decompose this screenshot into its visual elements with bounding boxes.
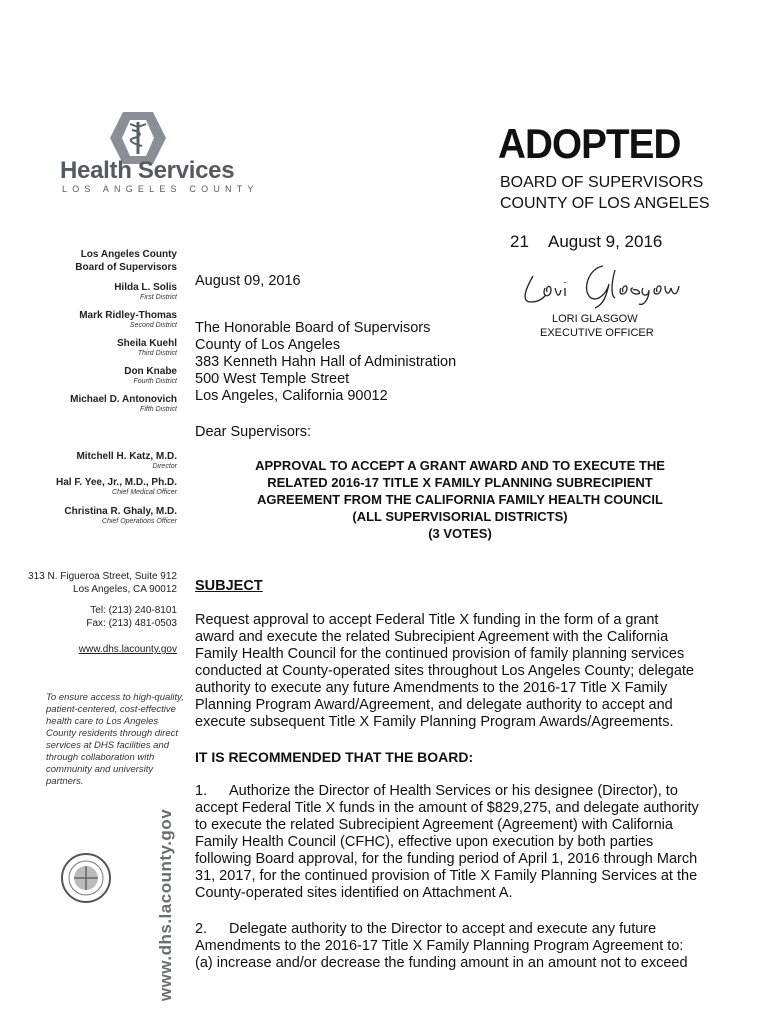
item1-number: 1. <box>195 783 208 799</box>
officer-title: Chief Medical Officer <box>112 489 177 496</box>
address-line: County of Los Angeles <box>195 337 341 353</box>
vertical-website-label: www.dhs.lacounty.gov <box>156 808 175 1002</box>
supervisor-district: Second District <box>129 322 177 329</box>
item1-first-line <box>195 782 678 800</box>
logo-subtitle: LOS ANGELES COUNTY <box>62 184 259 194</box>
recommendation-heading: IT IS RECOMMENDED THAT THE BOARD: <box>195 749 474 765</box>
subject-line: Family Health Council for the continued provision of family planning services <box>195 646 685 662</box>
sidebar-address-line1: 313 N. Figueroa Street, Suite 912 <box>28 571 177 582</box>
vertical-website-text <box>151 808 181 1002</box>
stamp-date: August 9, 2016 <box>548 232 663 251</box>
item1-line: Authorize the Director of Health Services or his designee (Director), to <box>229 783 678 799</box>
heading-line: (ALL SUPERVISORIAL DISTRICTS) <box>352 509 568 524</box>
item2-line: Amendments to the 2016-17 Title X Family Planning Program Agreement to: <box>195 938 684 954</box>
supervisor-district: Third District <box>137 350 177 357</box>
address-line: 500 West Temple Street <box>195 371 350 387</box>
subject-line: authority to execute any future Amendments to the 2016-17 Title X Family <box>195 680 668 696</box>
supervisor-name: Hilda L. Solis <box>114 282 177 293</box>
sidebar-address-line2: Los Angeles, CA 90012 <box>73 584 177 595</box>
subject-line: Request approval to accept Federal Title X funding in the form of a grant <box>195 612 659 628</box>
subject-label: SUBJECT <box>195 578 263 594</box>
supervisor-name: Michael D. Antonovich <box>70 394 177 405</box>
supervisor-district: First District <box>140 294 177 301</box>
heading-line: RELATED 2016-17 TITLE X FAMILY PLANNING SUBRECIPIENT <box>267 475 653 490</box>
supervisor-district: Fifth District <box>140 406 177 413</box>
address-line: The Honorable Board of Supervisors <box>195 320 431 336</box>
sidebar-fax: Fax: (213) 481-0503 <box>86 618 177 629</box>
heading-line: AGREEMENT FROM THE CALIFORNIA FAMILY HEALTH COUNCIL <box>257 492 663 507</box>
item2-first-line <box>195 920 656 938</box>
signature <box>515 258 680 312</box>
adopted-stamp: ADOPTED <box>498 120 681 167</box>
officer-title: Director <box>152 463 177 470</box>
item1-line: Family Health Council (CFHC), effective upon execution by both parties <box>195 834 654 850</box>
supervisor-name: Mark Ridley-Thomas <box>79 310 177 321</box>
heading-line: APPROVAL TO ACCEPT A GRANT AWARD AND TO EXECUTE THE <box>255 458 665 473</box>
supervisor-name: Don Knabe <box>124 366 177 377</box>
item2-number: 2. <box>195 921 208 937</box>
sidebar-tel: Tel: (213) 240-8101 <box>90 605 177 616</box>
stamp-county-line: COUNTY OF LOS ANGELES <box>500 195 710 212</box>
address-line: Los Angeles, California 90012 <box>195 388 388 404</box>
stamp-item-number: 21 <box>510 232 529 251</box>
item1-line: to execute the related Subrecipient Agreement (Agreement) with California <box>195 817 673 833</box>
sidebar-board-label: Board of Supervisors <box>75 262 177 273</box>
county-seal-icon <box>60 852 112 904</box>
signer-title: EXECUTIVE OFFICER <box>540 327 654 339</box>
item1-line: County-operated sites identified on Attachment A. <box>195 885 513 901</box>
item2-line: Delegate authority to the Director to accept and execute any future <box>229 921 657 937</box>
officer-name: Christina R. Ghaly, M.D. <box>64 506 177 517</box>
supervisor-name: Sheila Kuehl <box>116 338 177 349</box>
letter-date: August 09, 2016 <box>195 273 301 289</box>
subject-line: conducted at County-operated sites throughout Los Angeles County; delegate <box>195 663 694 679</box>
signer-name: LORI GLASGOW <box>552 313 638 325</box>
supervisor-district: Fourth District <box>133 378 177 385</box>
item1-line: accept Federal Title X funds in the amount of $829,275, and delegate authority <box>195 800 699 816</box>
item1-line: following Board approval, for the funding period of April 1, 2016 through March <box>195 851 698 867</box>
subject-line: award and execute the related Subrecipient Agreement with the California <box>195 629 669 645</box>
item1-line: 31, 2017, for the continued provision of Title X Family Planning Services at the <box>195 868 698 884</box>
subject-line: execute subsequent Title X Family Planning Program Awards/Agreements. <box>195 714 674 730</box>
address-line: 383 Kenneth Hahn Hall of Administration <box>195 354 457 370</box>
item2-line: (a) increase and/or decrease the funding amount in an amount not to exceed <box>195 955 688 971</box>
subject-line: Planning Program Award/Agreement, and delegate authority to accept and <box>195 697 673 713</box>
logo-title: Health Services <box>60 157 235 184</box>
heading-line: (3 VOTES) <box>428 526 492 541</box>
sidebar-mission: To ensure access to high-quality, patient-centered, cost-effective health care to Los Angeles County residents through direct services at DHS facilities and through collaboration with community and university partners. <box>46 692 184 787</box>
sidebar-website-link[interactable]: www.dhs.lacounty.gov <box>78 644 177 655</box>
salutation: Dear Supervisors: <box>195 424 312 440</box>
officer-name: Mitchell H. Katz, M.D. <box>76 451 177 462</box>
officer-name: Hal F. Yee, Jr., M.D., Ph.D. <box>56 477 177 488</box>
stamp-board-line: BOARD OF SUPERVISORS <box>500 174 704 191</box>
sidebar-county-label: Los Angeles County <box>80 249 177 260</box>
officer-title: Chief Operations Officer <box>101 518 177 525</box>
